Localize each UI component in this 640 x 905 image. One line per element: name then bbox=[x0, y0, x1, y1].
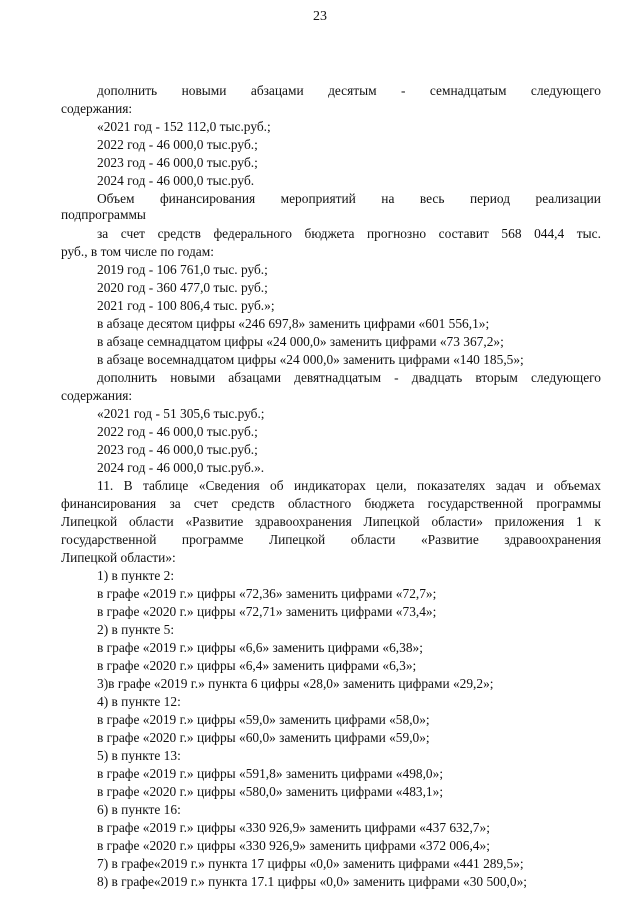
word: вторым bbox=[475, 370, 518, 385]
word: счет bbox=[193, 496, 219, 511]
text-line: в графе «2019 г.» цифры «591,8» заменить цифрами «498,0»; bbox=[97, 766, 444, 781]
word: областного bbox=[287, 496, 352, 511]
text-line bbox=[61, 533, 601, 546]
word: дополнить bbox=[97, 83, 158, 98]
word: мероприятий bbox=[280, 191, 356, 206]
word: «Развитие bbox=[185, 514, 244, 529]
word: за bbox=[97, 226, 109, 241]
text-line: в абзаце десятом цифры «246 697,8» заменить цифрами «601 556,1»; bbox=[97, 316, 490, 331]
word: реализации bbox=[535, 191, 601, 206]
text-line: подпрограммы bbox=[61, 207, 146, 222]
word: - bbox=[401, 83, 406, 98]
word: объемах bbox=[553, 478, 601, 493]
text-line bbox=[97, 479, 601, 492]
text-line: в абзаце восемнадцатом цифры «24 000,0» заменить цифрами «140 185,5»; bbox=[97, 352, 524, 367]
word: бюджета bbox=[304, 226, 355, 241]
word: составит bbox=[438, 226, 489, 241]
word: государственной bbox=[427, 496, 524, 511]
text-line: содержания: bbox=[61, 101, 133, 116]
text-line: Липецкой области»: bbox=[61, 550, 176, 565]
word: финансирования bbox=[159, 191, 256, 206]
text-line: в графе «2020 г.» цифры «580,0» заменить цифрами «483,1»; bbox=[97, 784, 444, 799]
word: следующего bbox=[530, 83, 601, 98]
word: средств bbox=[231, 496, 275, 511]
word: области» bbox=[431, 514, 483, 529]
text-line: «2021 год - 152 112,0 тыс.руб.; bbox=[97, 119, 271, 134]
text-line: в абзаце семнадцатом цифры «24 000,0» заменить цифрами «73 367,2»; bbox=[97, 334, 504, 349]
text-line bbox=[97, 371, 601, 384]
word: двадцать bbox=[411, 370, 463, 385]
word: области bbox=[350, 532, 396, 547]
text-line: руб., в том числе по годам: bbox=[61, 244, 214, 259]
text-line: в графе «2020 г.» цифры «72,71» заменить цифрами «73,4»; bbox=[97, 604, 437, 619]
text-line: 2019 год - 106 761,0 тыс. руб.; bbox=[97, 262, 268, 277]
word: государственной bbox=[61, 532, 157, 547]
word: федерального bbox=[213, 226, 292, 241]
text-line: 2022 год - 46 000,0 тыс.руб.; bbox=[97, 137, 258, 152]
word: Объем bbox=[97, 191, 135, 206]
word: Липецкой bbox=[61, 514, 118, 529]
word: новыми bbox=[170, 370, 216, 385]
word: тыс. bbox=[576, 226, 601, 241]
text-line: 7) в графе«2019 г.» пункта 17 цифры «0,0» заменить цифрами «441 289,5»; bbox=[97, 856, 524, 871]
word: Липецкой bbox=[269, 532, 326, 547]
word: средств bbox=[157, 226, 201, 241]
word: 044,4 bbox=[534, 226, 565, 241]
text-line: 2023 год - 46 000,0 тыс.руб.; bbox=[97, 442, 258, 457]
text-line: в графе «2019 г.» цифры «6,6» заменить цифрами «6,38»; bbox=[97, 640, 423, 655]
word: таблице bbox=[142, 478, 189, 493]
word: весь bbox=[419, 191, 445, 206]
word: счет bbox=[120, 226, 146, 241]
word: здравоохранения bbox=[255, 514, 352, 529]
word: цели, bbox=[376, 478, 407, 493]
word: 568 bbox=[501, 226, 522, 241]
text-line: «2021 год - 51 305,6 тыс.руб.; bbox=[97, 406, 265, 421]
word: Липецкой bbox=[363, 514, 420, 529]
text-line: 6) в пункте 16: bbox=[97, 802, 181, 817]
text-line: 4) в пункте 12: bbox=[97, 694, 181, 709]
word: абзацами bbox=[228, 370, 281, 385]
word: новыми bbox=[181, 83, 227, 98]
text-line: в графе «2019 г.» цифры «72,36» заменить цифрами «72,7»; bbox=[97, 586, 437, 601]
text-line: содержания: bbox=[61, 388, 133, 403]
word: прогнозно bbox=[367, 226, 427, 241]
word: здравоохранения bbox=[504, 532, 601, 547]
word: девятнадцатым bbox=[294, 370, 382, 385]
text-line bbox=[97, 84, 601, 97]
word: десятым bbox=[328, 83, 377, 98]
word: и bbox=[536, 478, 544, 493]
word: «Развитие bbox=[420, 532, 479, 547]
word: период bbox=[469, 191, 511, 206]
text-line: 5) в пункте 13: bbox=[97, 748, 181, 763]
word: абзацами bbox=[250, 83, 304, 98]
word: - bbox=[394, 370, 399, 385]
word: финансирования bbox=[61, 496, 157, 511]
word: дополнить bbox=[97, 370, 158, 385]
word: области bbox=[128, 514, 174, 529]
text-line: 2021 год - 100 806,4 тыс. руб.»; bbox=[97, 298, 275, 313]
text-line: 2024 год - 46 000,0 тыс.руб. bbox=[97, 173, 255, 188]
page-number: 23 bbox=[313, 9, 327, 24]
text-line bbox=[97, 192, 601, 205]
text-line: в графе «2019 г.» цифры «59,0» заменить цифрами «58,0»; bbox=[97, 712, 430, 727]
text-line: в графе «2019 г.» цифры «330 926,9» заменить цифрами «437 632,7»; bbox=[97, 820, 490, 835]
text-line: 2) в пункте 5: bbox=[97, 622, 175, 637]
word: бюджета bbox=[364, 496, 415, 511]
text-line: 3)в графе «2019 г.» пункта 6 цифры «28,0» заменить цифрами «29,2»; bbox=[97, 676, 494, 691]
text-line bbox=[61, 515, 601, 528]
word: индикаторах bbox=[293, 478, 366, 493]
text-line: в графе «2020 г.» цифры «6,4» заменить цифрами «6,3»; bbox=[97, 658, 417, 673]
word: приложения bbox=[494, 514, 565, 529]
word: на bbox=[381, 191, 395, 206]
word: показателях bbox=[416, 478, 486, 493]
word: следующего bbox=[530, 370, 601, 385]
text-line: в графе «2020 г.» цифры «330 926,9» заменить цифрами «372 006,4»; bbox=[97, 838, 490, 853]
word: семнадцатым bbox=[429, 83, 507, 98]
word: программы bbox=[536, 496, 601, 511]
text-line: 8) в графе«2019 г.» пункта 17.1 цифры «0,0» заменить цифрами «30 500,0»; bbox=[97, 874, 527, 889]
word: за bbox=[169, 496, 181, 511]
word: к bbox=[594, 514, 601, 529]
text-line: 2022 год - 46 000,0 тыс.руб.; bbox=[97, 424, 258, 439]
text-line: 1) в пункте 2: bbox=[97, 568, 175, 583]
word: об bbox=[270, 478, 284, 493]
word: «Сведения bbox=[198, 478, 260, 493]
word: задач bbox=[495, 478, 526, 493]
text-line: 2024 год - 46 000,0 тыс.руб.». bbox=[97, 460, 265, 475]
word: 11. bbox=[97, 478, 114, 493]
word: 1 bbox=[575, 514, 583, 529]
text-line bbox=[97, 227, 601, 240]
text-line bbox=[61, 497, 601, 510]
text-line: в графе «2020 г.» цифры «60,0» заменить цифрами «59,0»; bbox=[97, 730, 430, 745]
word: программе bbox=[181, 532, 244, 547]
text-line: 2023 год - 46 000,0 тыс.руб.; bbox=[97, 155, 258, 170]
text-line: 2020 год - 360 477,0 тыс. руб.; bbox=[97, 280, 268, 295]
word: В bbox=[123, 478, 133, 493]
